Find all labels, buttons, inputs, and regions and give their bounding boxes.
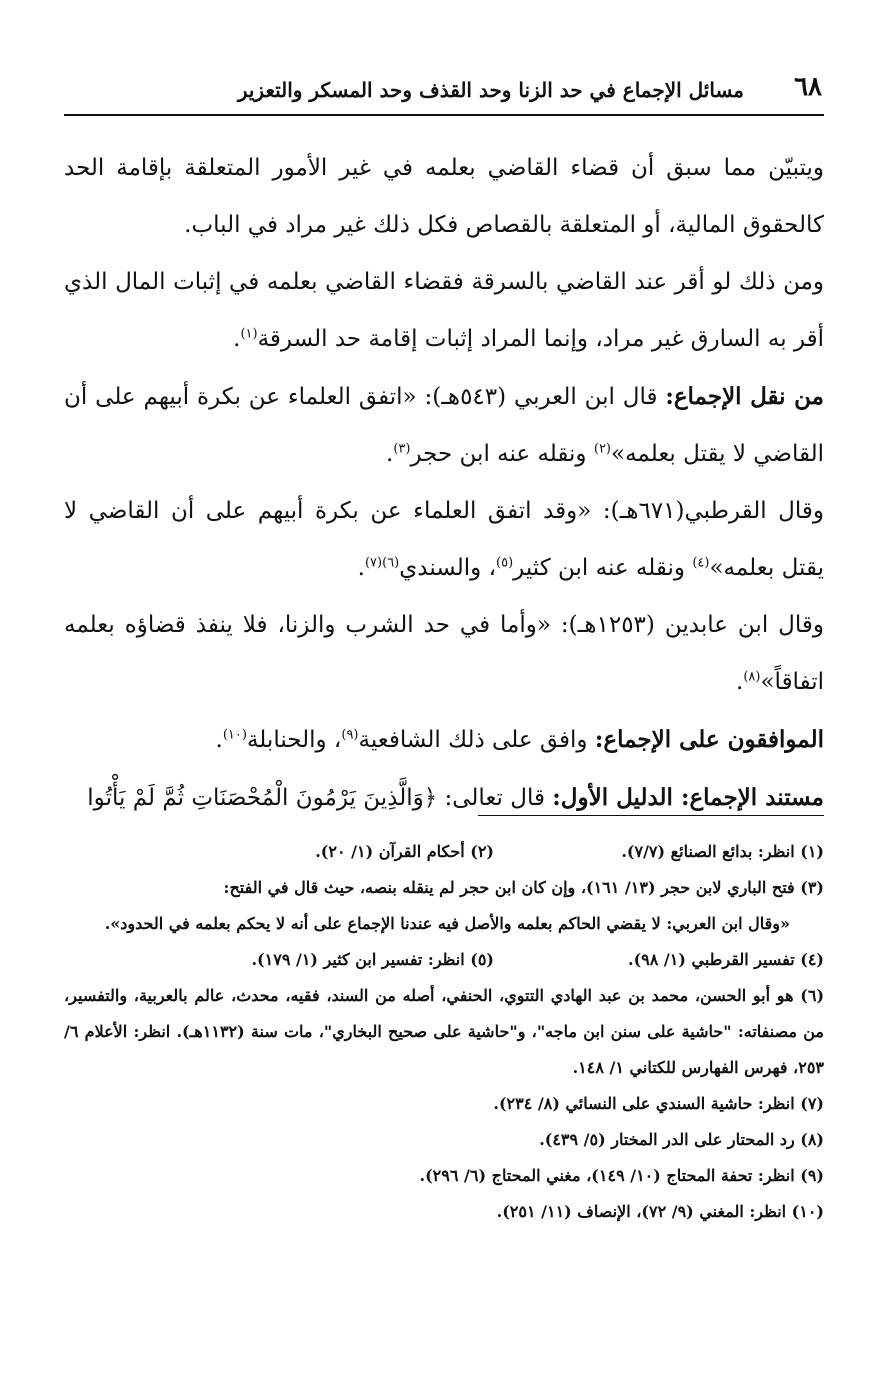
footnote-10: (١٠) انظر: المغني (٩/ ٧٢)، الإنصاف (١١/ ٢٥١). <box>496 1202 824 1221</box>
paragraph-1 <box>64 140 824 254</box>
paragraph-3-end: . <box>386 441 394 467</box>
header-divider <box>64 114 824 116</box>
paragraph-3-text: قال ابن العربي (٥٤٣هـ): «اتفق العلماء عن بكرة أبيهم على أن القاضي لا يقتل بعلمه» <box>64 384 824 467</box>
footnote-8: (٨) رد المحتار على الدر المختار (٥/ ٤٣٩). <box>539 1130 824 1149</box>
footnote-1: (١) انظر: بدائع الصنائع (٧/٧). <box>621 842 824 861</box>
section-label-basis: مستند الإجماع: الدليل الأول: <box>552 784 824 811</box>
paragraph-5-text: وقال ابن عابدين (١٢٥٣هـ): «وأما في حد الشرب والزنا، فلا ينفذ قضاؤه بعلمه اتفاقاً» <box>64 612 824 695</box>
footnote-ref: (٨) <box>743 669 761 685</box>
footnote-ref: (١) <box>240 326 258 342</box>
footnote-divider <box>478 815 824 816</box>
page-header <box>64 72 824 108</box>
footnote-ref: (٤) <box>692 555 710 571</box>
paragraph-4-text: وقال القرطبي(٦٧١هـ): «وقد اتفق العلماء عن بكرة أبيهم على أن القاضي لا يقتل بعلمه» <box>64 498 824 581</box>
footnote-ref: (٩) <box>341 727 359 743</box>
paragraph-2-text: ومن ذلك لو أقر عند القاضي بالسرقة فقضاء القاضي بعلمه في إثبات المال الذي أقر به السارق غير مراد، وإنما المراد إثبات إقامة حد السرقة <box>64 269 824 352</box>
footnote-5: (٥) انظر: تفسير ابن كثير (١/ ١٧٩). <box>251 950 494 969</box>
paragraph-1-text: ويتبيّن مما سبق أن قضاء القاضي بعلمه في غير الأمور المتعلقة بإقامة الحد كالحقوق المالية، أو المتعلقة بالقصاص فكل ذلك غير مراد في الباب. <box>64 155 824 238</box>
footnote-ref: (٣) <box>393 441 411 457</box>
paragraph-7 <box>64 769 824 827</box>
footnote-2: (٢) أحكام القرآن (١/ ٢٠). <box>315 842 494 861</box>
paragraph-2-end: . <box>233 326 241 352</box>
main-text <box>64 140 824 827</box>
footnote-6-rest: بالعربية، والتفسير، من مصنفاته: "حاشية على سنن ابن ماجه"، و"حاشية على صحيح البخاري"، مات سنة (١١٣٢هـ). انظر: الأعلام ٦/ ٢٥٣، فهرس الفهارس للكتاني ١/ ١٤٨. <box>64 986 824 1077</box>
paragraph-6-mid: ، والحنابلة <box>246 727 342 753</box>
paragraph-4-mid2: ، والسندي <box>399 555 497 581</box>
paragraph-4 <box>64 483 824 597</box>
paragraph-3-mid: ونقله عنه ابن حجر <box>410 441 594 467</box>
paragraph-6 <box>64 711 824 769</box>
paragraph-4-end: . <box>357 555 365 581</box>
footnote-3 <box>64 870 824 942</box>
footnote-4: (٤) تفسير القرطبي (١/ ٩٨). <box>628 950 824 969</box>
paragraph-3 <box>64 368 824 483</box>
footnote-9: (٩) انظر: تحفة المحتاج (١٠/ ١٤٩)، مغني المحتاج (٦/ ٢٩٦). <box>419 1166 824 1185</box>
footnote-3-quote: «وقال ابن العربي: لا يقضي الحاكم بعلمه والأصل فيه عندنا الإجماع على أنه لا يحكم بعلمه في الحدود». <box>104 914 790 933</box>
paragraph-6-text: وافق على ذلك الشافعية <box>358 727 595 753</box>
page-number: ٦٨ <box>794 72 822 102</box>
footnote-ref: (٥) <box>496 555 514 571</box>
footnote-3-line-1: (٣) فتح الباري لابن حجر (١٣/ ١٦١)، وإن كان ابن حجر لم ينقله بنصه، حيث قال في الفتح: <box>223 878 824 897</box>
footnotes <box>64 834 824 1230</box>
footnote-6-line-1: (٦) هو أبو الحسن، محمد بن عبد الهادي التتوي، الحنفي، أصله من السند، فقيه، محدث، عالم <box>194 986 825 1005</box>
footnote-7: (٧) انظر: حاشية السندي على النسائي (٨/ ٢٣٤). <box>493 1094 824 1113</box>
paragraph-6-end: . <box>215 727 223 753</box>
paragraph-5 <box>64 597 824 711</box>
footnote-ref: (٦)(٧) <box>364 555 400 571</box>
footnote-ref: (١٠) <box>222 727 247 743</box>
footnote-6 <box>64 978 824 1086</box>
section-label-agreeing: الموافقون على الإجماع: <box>594 726 824 753</box>
paragraph-5-end: . <box>736 669 744 695</box>
running-title: مسائل الإجماع في حد الزنا وحد القذف وحد المسكر والتعزير <box>237 78 744 102</box>
footnote-ref: (٢) <box>593 441 611 457</box>
footnote-row-4-5 <box>64 942 824 978</box>
paragraph-4-mid: ونقله عنه ابن كثير <box>513 555 693 581</box>
paragraph-2 <box>64 254 824 368</box>
footnote-row-1-2 <box>64 834 824 870</box>
section-label-ijma-transmitters: من نقل الإجماع: <box>665 383 824 410</box>
quran-verse: قال تعالى: ﴿وَالَّذِينَ يَرْمُونَ الْمُحْصَنَاتِ ثُمَّ لَمْ يَأْتُوا <box>87 785 553 811</box>
